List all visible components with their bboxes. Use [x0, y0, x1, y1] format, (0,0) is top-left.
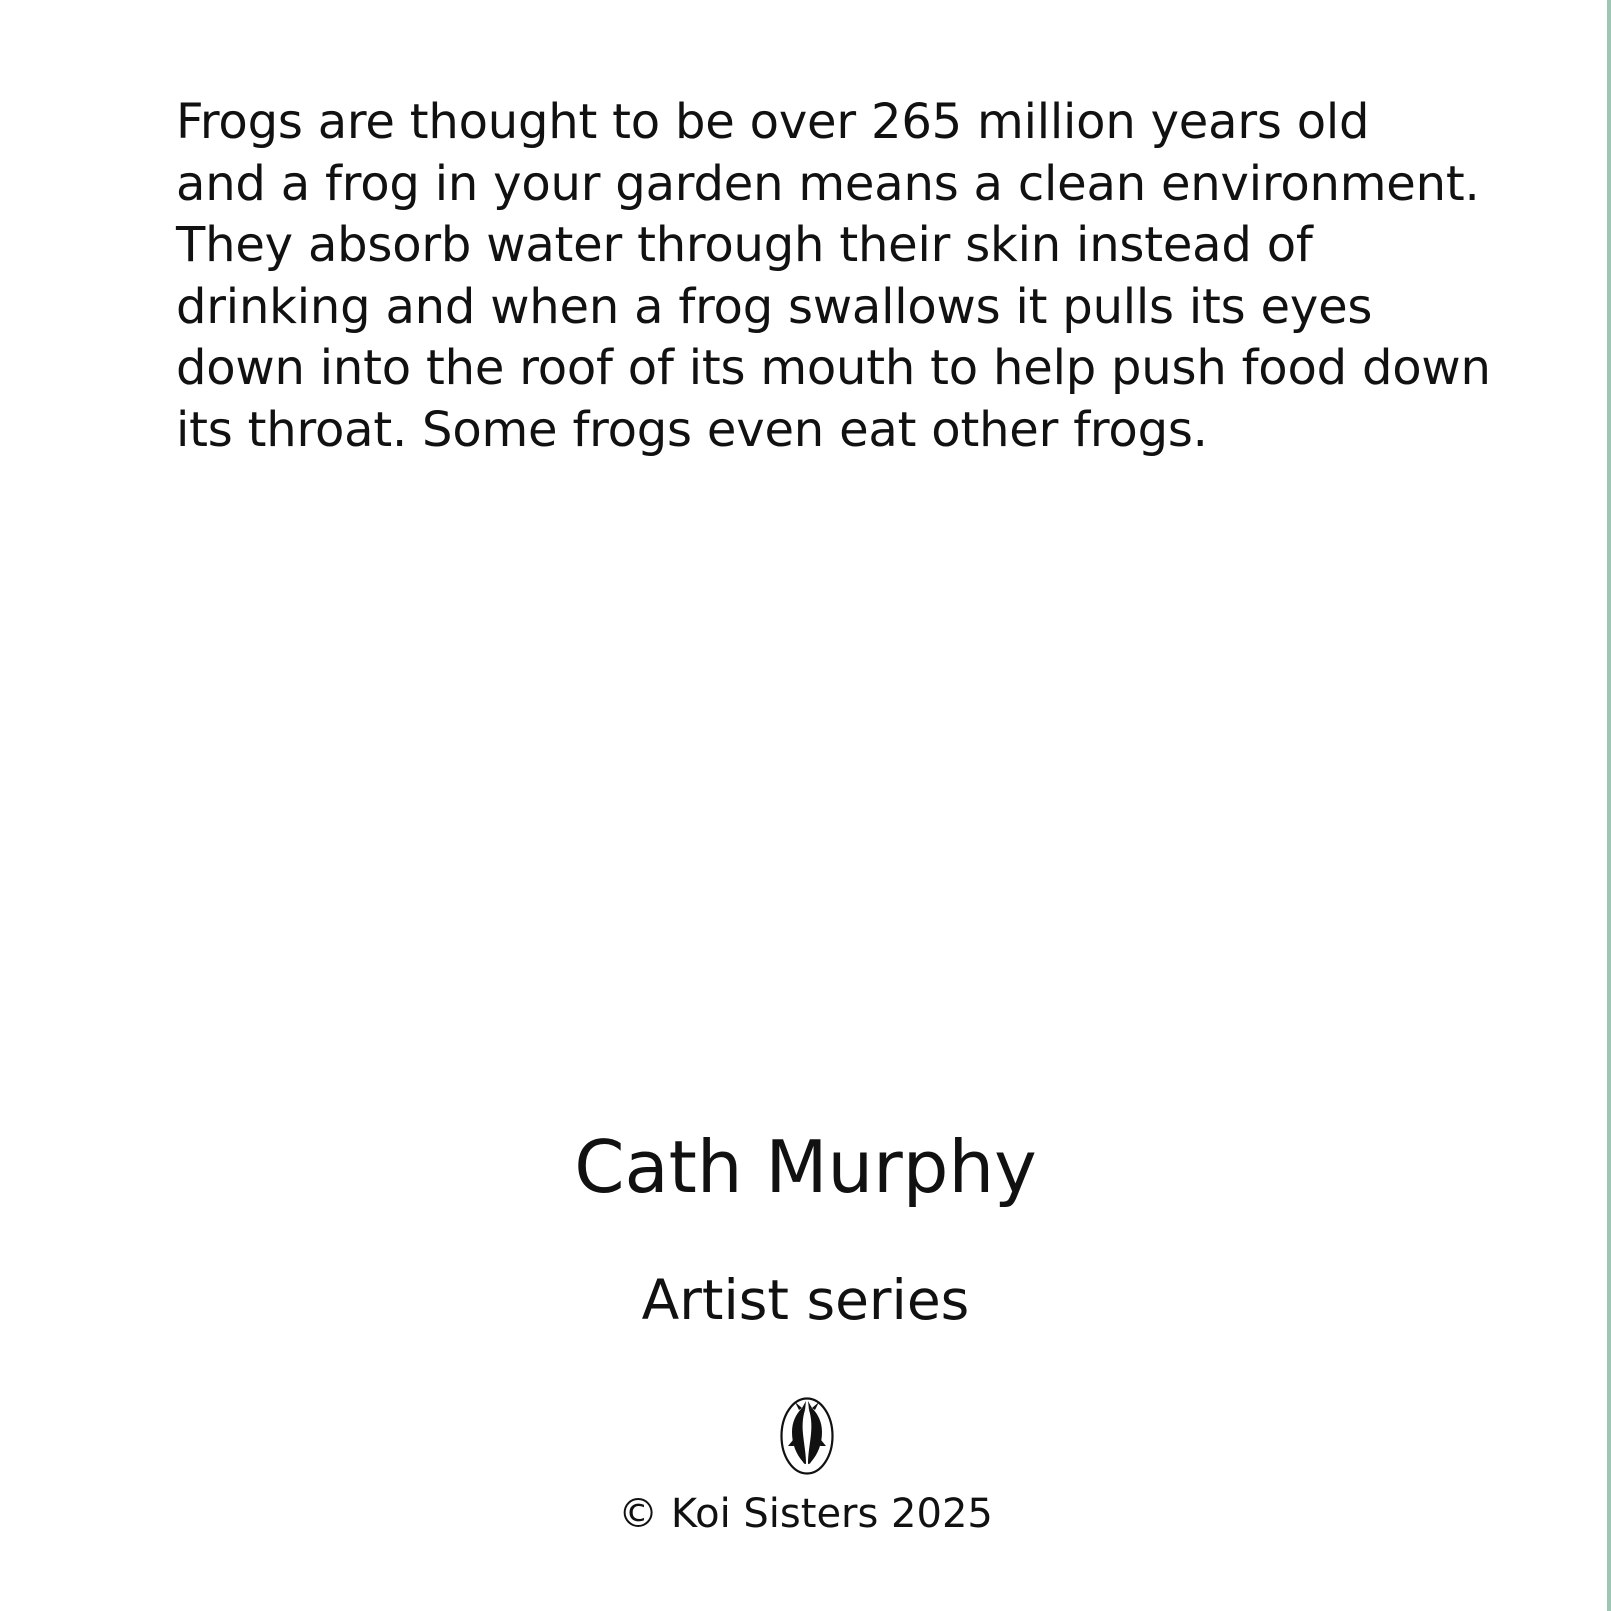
description-line: They absorb water through their skin instead of — [176, 217, 1313, 273]
description-line: and a frog in your garden means a clean environment. — [176, 155, 1480, 212]
copyright-text: © Koi Sisters 2025 — [618, 1491, 993, 1537]
description-line: drinking and when a frog swallows it pulls its eyes — [176, 278, 1373, 335]
description-line: Frogs are thought to be over 265 million years old — [176, 94, 1370, 150]
artist-name: Cath Murphy — [574, 1125, 1037, 1209]
description-line: down into the roof of its mouth to help push food down — [176, 340, 1491, 396]
koi-fish-oval-logo-icon — [779, 1396, 835, 1476]
edge-strip — [1607, 0, 1611, 1611]
series-label: Artist series — [641, 1268, 970, 1332]
description-line: its throat. Some frogs even eat other frogs. — [176, 401, 1208, 458]
description-text — [176, 92, 1516, 461]
